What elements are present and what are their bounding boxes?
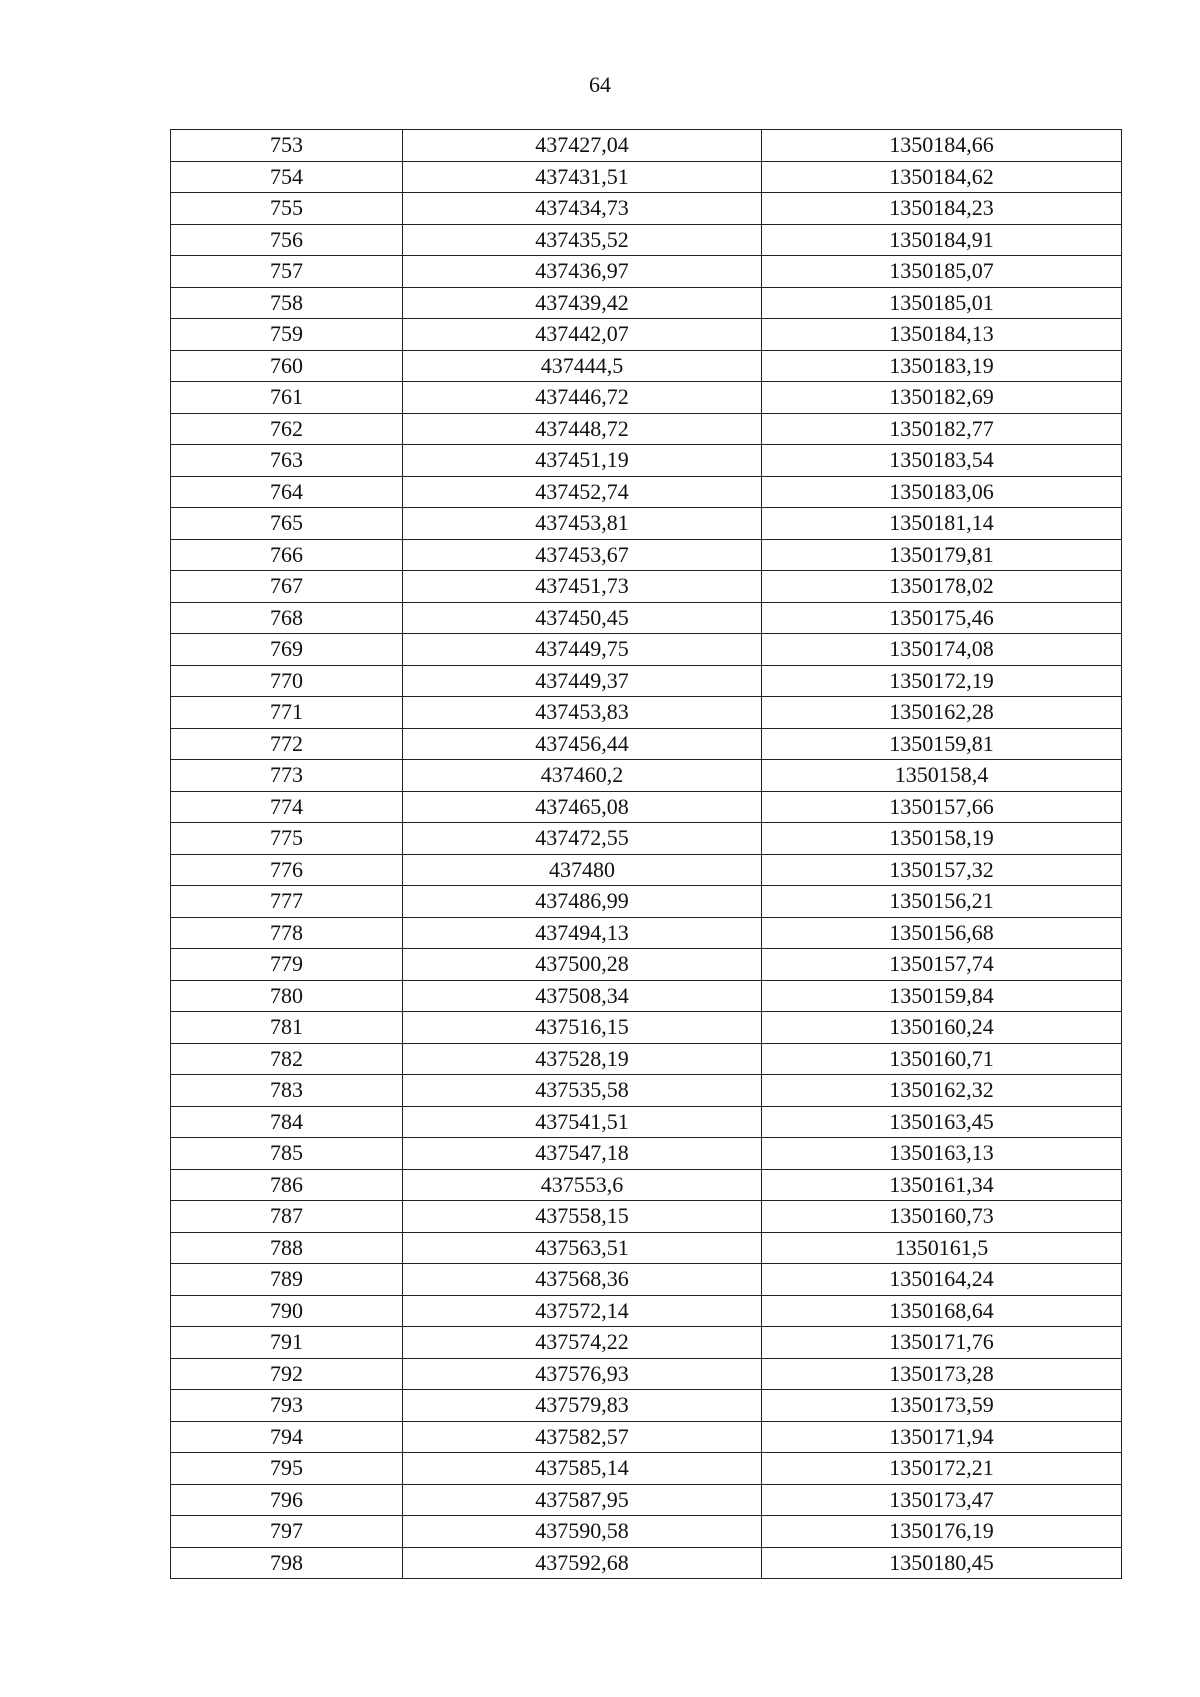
y-coordinate-cell: 1350183,19 <box>762 350 1122 382</box>
table-row <box>171 665 1122 697</box>
page-number: 64 <box>589 72 611 97</box>
y-coordinate-cell: 1350161,34 <box>762 1169 1122 1201</box>
table-row <box>171 1106 1122 1138</box>
y-coordinate-cell: 1350175,46 <box>762 602 1122 634</box>
table-row <box>171 823 1122 855</box>
table-row <box>171 1012 1122 1044</box>
x-coordinate-cell: 437500,28 <box>403 949 762 981</box>
y-coordinate-cell: 1350160,73 <box>762 1201 1122 1233</box>
point-number-cell: 756 <box>171 224 403 256</box>
y-coordinate-cell: 1350158,4 <box>762 760 1122 792</box>
point-number-cell: 759 <box>171 319 403 351</box>
point-number-cell: 795 <box>171 1453 403 1485</box>
table-row <box>171 949 1122 981</box>
point-number-cell: 798 <box>171 1547 403 1579</box>
x-coordinate-cell: 437451,19 <box>403 445 762 477</box>
x-coordinate-cell: 437472,55 <box>403 823 762 855</box>
point-number-cell: 770 <box>171 665 403 697</box>
y-coordinate-cell: 1350182,77 <box>762 413 1122 445</box>
y-coordinate-cell: 1350158,19 <box>762 823 1122 855</box>
point-number-cell: 782 <box>171 1043 403 1075</box>
table-row <box>171 760 1122 792</box>
y-coordinate-cell: 1350183,06 <box>762 476 1122 508</box>
table-row <box>171 1264 1122 1296</box>
y-coordinate-cell: 1350172,19 <box>762 665 1122 697</box>
x-coordinate-cell: 437582,57 <box>403 1421 762 1453</box>
y-coordinate-cell: 1350185,01 <box>762 287 1122 319</box>
table-row <box>171 350 1122 382</box>
point-number-cell: 764 <box>171 476 403 508</box>
point-number-cell: 766 <box>171 539 403 571</box>
x-coordinate-cell: 437541,51 <box>403 1106 762 1138</box>
point-number-cell: 789 <box>171 1264 403 1296</box>
x-coordinate-cell: 437451,73 <box>403 571 762 603</box>
table-row <box>171 1547 1122 1579</box>
x-coordinate-cell: 437558,15 <box>403 1201 762 1233</box>
y-coordinate-cell: 1350163,13 <box>762 1138 1122 1170</box>
x-coordinate-cell: 437444,5 <box>403 350 762 382</box>
table-row <box>171 130 1122 162</box>
point-number-cell: 788 <box>171 1232 403 1264</box>
point-number-cell: 761 <box>171 382 403 414</box>
x-coordinate-cell: 437435,52 <box>403 224 762 256</box>
y-coordinate-cell: 1350184,66 <box>762 130 1122 162</box>
y-coordinate-cell: 1350184,23 <box>762 193 1122 225</box>
point-number-cell: 784 <box>171 1106 403 1138</box>
y-coordinate-cell: 1350163,45 <box>762 1106 1122 1138</box>
y-coordinate-cell: 1350162,32 <box>762 1075 1122 1107</box>
x-coordinate-cell: 437449,75 <box>403 634 762 666</box>
x-coordinate-cell: 437547,18 <box>403 1138 762 1170</box>
table-row <box>171 602 1122 634</box>
table-row <box>171 539 1122 571</box>
x-coordinate-cell: 437576,93 <box>403 1358 762 1390</box>
point-number-cell: 754 <box>171 161 403 193</box>
y-coordinate-cell: 1350173,59 <box>762 1390 1122 1422</box>
table-row <box>171 728 1122 760</box>
table-row <box>171 1138 1122 1170</box>
x-coordinate-cell: 437460,2 <box>403 760 762 792</box>
point-number-cell: 769 <box>171 634 403 666</box>
x-coordinate-cell: 437486,99 <box>403 886 762 918</box>
table-row <box>171 445 1122 477</box>
coordinates-table-body <box>171 130 1122 1579</box>
x-coordinate-cell: 437453,67 <box>403 539 762 571</box>
x-coordinate-cell: 437508,34 <box>403 980 762 1012</box>
x-coordinate-cell: 437579,83 <box>403 1390 762 1422</box>
point-number-cell: 780 <box>171 980 403 1012</box>
x-coordinate-cell: 437563,51 <box>403 1232 762 1264</box>
table-row <box>171 571 1122 603</box>
table-row <box>171 1484 1122 1516</box>
x-coordinate-cell: 437439,42 <box>403 287 762 319</box>
table-row <box>171 1453 1122 1485</box>
point-number-cell: 762 <box>171 413 403 445</box>
x-coordinate-cell: 437448,72 <box>403 413 762 445</box>
table-row <box>171 634 1122 666</box>
table-row <box>171 161 1122 193</box>
point-number-cell: 776 <box>171 854 403 886</box>
x-coordinate-cell: 437572,14 <box>403 1295 762 1327</box>
point-number-cell: 796 <box>171 1484 403 1516</box>
table-row <box>171 256 1122 288</box>
point-number-cell: 755 <box>171 193 403 225</box>
x-coordinate-cell: 437585,14 <box>403 1453 762 1485</box>
point-number-cell: 779 <box>171 949 403 981</box>
table-row <box>171 319 1122 351</box>
point-number-cell: 775 <box>171 823 403 855</box>
coordinates-table <box>170 129 1122 1579</box>
point-number-cell: 793 <box>171 1390 403 1422</box>
point-number-cell: 758 <box>171 287 403 319</box>
x-coordinate-cell: 437587,95 <box>403 1484 762 1516</box>
point-number-cell: 797 <box>171 1516 403 1548</box>
y-coordinate-cell: 1350160,71 <box>762 1043 1122 1075</box>
table-row <box>171 508 1122 540</box>
x-coordinate-cell: 437434,73 <box>403 193 762 225</box>
y-coordinate-cell: 1350157,74 <box>762 949 1122 981</box>
table-row <box>171 1327 1122 1359</box>
x-coordinate-cell: 437453,83 <box>403 697 762 729</box>
x-coordinate-cell: 437449,37 <box>403 665 762 697</box>
point-number-cell: 772 <box>171 728 403 760</box>
y-coordinate-cell: 1350174,08 <box>762 634 1122 666</box>
point-number-cell: 767 <box>171 571 403 603</box>
y-coordinate-cell: 1350184,13 <box>762 319 1122 351</box>
table-row <box>171 1421 1122 1453</box>
y-coordinate-cell: 1350168,64 <box>762 1295 1122 1327</box>
y-coordinate-cell: 1350162,28 <box>762 697 1122 729</box>
point-number-cell: 773 <box>171 760 403 792</box>
point-number-cell: 790 <box>171 1295 403 1327</box>
table-row <box>171 1516 1122 1548</box>
y-coordinate-cell: 1350185,07 <box>762 256 1122 288</box>
table-row <box>171 854 1122 886</box>
table-row <box>171 1075 1122 1107</box>
x-coordinate-cell: 437452,74 <box>403 476 762 508</box>
y-coordinate-cell: 1350171,76 <box>762 1327 1122 1359</box>
point-number-cell: 794 <box>171 1421 403 1453</box>
y-coordinate-cell: 1350179,81 <box>762 539 1122 571</box>
x-coordinate-cell: 437465,08 <box>403 791 762 823</box>
table-row <box>171 917 1122 949</box>
y-coordinate-cell: 1350178,02 <box>762 571 1122 603</box>
table-row <box>171 476 1122 508</box>
x-coordinate-cell: 437494,13 <box>403 917 762 949</box>
table-row <box>171 886 1122 918</box>
x-coordinate-cell: 437436,97 <box>403 256 762 288</box>
point-number-cell: 774 <box>171 791 403 823</box>
x-coordinate-cell: 437442,07 <box>403 319 762 351</box>
x-coordinate-cell: 437528,19 <box>403 1043 762 1075</box>
point-number-cell: 792 <box>171 1358 403 1390</box>
point-number-cell: 791 <box>171 1327 403 1359</box>
point-number-cell: 777 <box>171 886 403 918</box>
point-number-cell: 781 <box>171 1012 403 1044</box>
point-number-cell: 778 <box>171 917 403 949</box>
y-coordinate-cell: 1350156,68 <box>762 917 1122 949</box>
x-coordinate-cell: 437535,58 <box>403 1075 762 1107</box>
y-coordinate-cell: 1350156,21 <box>762 886 1122 918</box>
point-number-cell: 760 <box>171 350 403 382</box>
y-coordinate-cell: 1350180,45 <box>762 1547 1122 1579</box>
point-number-cell: 768 <box>171 602 403 634</box>
table-row <box>171 193 1122 225</box>
x-coordinate-cell: 437592,68 <box>403 1547 762 1579</box>
table-row <box>171 1232 1122 1264</box>
table-row <box>171 1358 1122 1390</box>
y-coordinate-cell: 1350164,24 <box>762 1264 1122 1296</box>
table-row <box>171 1169 1122 1201</box>
y-coordinate-cell: 1350160,24 <box>762 1012 1122 1044</box>
point-number-cell: 763 <box>171 445 403 477</box>
y-coordinate-cell: 1350161,5 <box>762 1232 1122 1264</box>
y-coordinate-cell: 1350159,84 <box>762 980 1122 1012</box>
x-coordinate-cell: 437516,15 <box>403 1012 762 1044</box>
point-number-cell: 771 <box>171 697 403 729</box>
x-coordinate-cell: 437590,58 <box>403 1516 762 1548</box>
table-row <box>171 382 1122 414</box>
y-coordinate-cell: 1350184,91 <box>762 224 1122 256</box>
y-coordinate-cell: 1350173,28 <box>762 1358 1122 1390</box>
table-row <box>171 791 1122 823</box>
y-coordinate-cell: 1350182,69 <box>762 382 1122 414</box>
table-row <box>171 287 1122 319</box>
table-row <box>171 980 1122 1012</box>
y-coordinate-cell: 1350183,54 <box>762 445 1122 477</box>
x-coordinate-cell: 437446,72 <box>403 382 762 414</box>
point-number-cell: 785 <box>171 1138 403 1170</box>
x-coordinate-cell: 437450,45 <box>403 602 762 634</box>
table-row <box>171 1201 1122 1233</box>
y-coordinate-cell: 1350171,94 <box>762 1421 1122 1453</box>
point-number-cell: 783 <box>171 1075 403 1107</box>
x-coordinate-cell: 437427,04 <box>403 130 762 162</box>
point-number-cell: 786 <box>171 1169 403 1201</box>
x-coordinate-cell: 437431,51 <box>403 161 762 193</box>
x-coordinate-cell: 437574,22 <box>403 1327 762 1359</box>
y-coordinate-cell: 1350159,81 <box>762 728 1122 760</box>
point-number-cell: 757 <box>171 256 403 288</box>
x-coordinate-cell: 437553,6 <box>403 1169 762 1201</box>
x-coordinate-cell: 437453,81 <box>403 508 762 540</box>
table-row <box>171 413 1122 445</box>
y-coordinate-cell: 1350157,32 <box>762 854 1122 886</box>
x-coordinate-cell: 437456,44 <box>403 728 762 760</box>
table-row <box>171 1295 1122 1327</box>
y-coordinate-cell: 1350173,47 <box>762 1484 1122 1516</box>
y-coordinate-cell: 1350184,62 <box>762 161 1122 193</box>
point-number-cell: 765 <box>171 508 403 540</box>
table-row <box>171 1390 1122 1422</box>
x-coordinate-cell: 437480 <box>403 854 762 886</box>
y-coordinate-cell: 1350176,19 <box>762 1516 1122 1548</box>
y-coordinate-cell: 1350181,14 <box>762 508 1122 540</box>
x-coordinate-cell: 437568,36 <box>403 1264 762 1296</box>
point-number-cell: 787 <box>171 1201 403 1233</box>
y-coordinate-cell: 1350157,66 <box>762 791 1122 823</box>
table-row <box>171 697 1122 729</box>
table-row <box>171 224 1122 256</box>
table-row <box>171 1043 1122 1075</box>
y-coordinate-cell: 1350172,21 <box>762 1453 1122 1485</box>
point-number-cell: 753 <box>171 130 403 162</box>
